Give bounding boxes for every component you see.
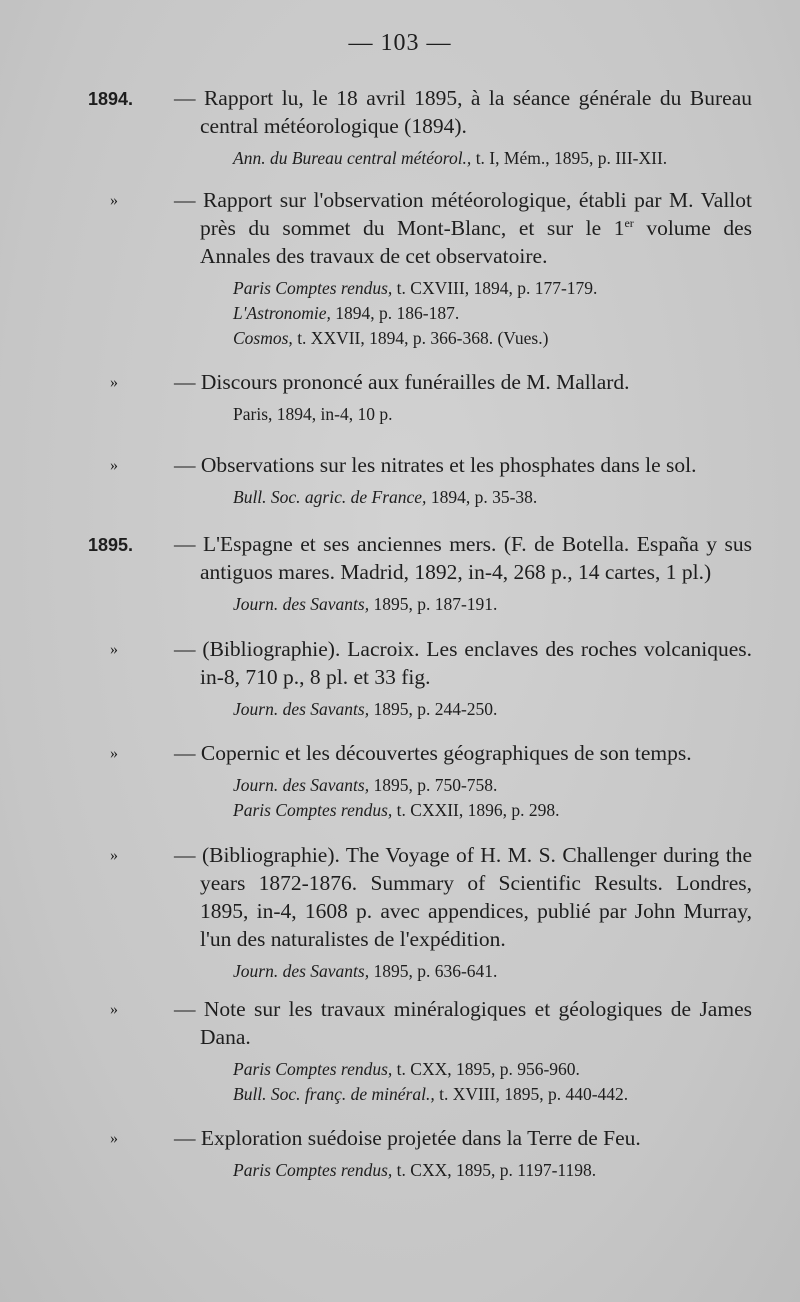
reference-line: Paris Comptes rendus, t. CXXII, 1896, p. 298. xyxy=(233,800,560,820)
bibliography-entry xyxy=(0,451,800,510)
ditto-marker: » xyxy=(110,457,118,474)
reference-line: Journ. des Savants, 1895, p. 244-250. xyxy=(233,699,498,719)
reference-list xyxy=(0,773,800,823)
entry-text: » — Exploration suédoise projetée dans la Terre de Feu. xyxy=(0,1124,800,1152)
bibliography-entry xyxy=(0,186,800,351)
reference-line: Paris Comptes rendus, t. CXX, 1895, p. 1197-1198. xyxy=(233,1160,597,1180)
reference-line: Paris Comptes rendus, t. CXX, 1895, p. 956-960. xyxy=(233,1059,580,1079)
reference-list xyxy=(0,1158,800,1183)
bibliography-entry xyxy=(0,1124,800,1183)
bibliography-entry xyxy=(0,739,800,823)
reference-list xyxy=(0,592,800,617)
reference-line: L'Astronomie, 1894, p. 186-187. xyxy=(233,303,460,323)
reference-list xyxy=(0,402,800,427)
reference-list xyxy=(0,485,800,510)
reference-line: Ann. du Bureau central météorol., t. I, Mém., 1895, p. III-XII. xyxy=(233,148,668,168)
reference-list xyxy=(0,146,800,171)
reference-list xyxy=(0,1057,800,1107)
bibliography-entry xyxy=(0,84,800,171)
ditto-marker: » xyxy=(110,374,118,391)
ditto-marker: » xyxy=(110,1130,118,1147)
ditto-marker: » xyxy=(110,192,118,209)
reference-line: Journ. des Savants, 1895, p. 187-191. xyxy=(233,594,498,614)
reference-line: Bull. Soc. franç. de minéral., t. XVIII, 1895, p. 440-442. xyxy=(233,1084,629,1104)
year-marker: 1894. xyxy=(88,89,134,109)
bibliography-entry xyxy=(0,368,800,427)
reference-list xyxy=(0,959,800,984)
bibliography-entry xyxy=(0,530,800,617)
year-marker: 1895. xyxy=(88,535,134,555)
ditto-marker: » xyxy=(110,745,118,762)
entry-text: » — Observations sur les nitrates et les phosphates dans le sol. xyxy=(0,451,800,479)
bibliography-entry xyxy=(0,995,800,1107)
entry-text: » — (Bibliographie). The Voyage of H. M. S. Challenger during the years 1872-1876. Summary of Scientific Results. Londres, 1895, in-4, 1608 p. avec appendices, publié par John Murray, l'un des naturalistes de l'expédition. xyxy=(110,843,752,951)
entry-text: » — Rapport sur l'observation météorologique, établi par M. Vallot près du sommet du Mont-Blanc, et sur le 1er volume des Annales des travaux de cet observatoire. xyxy=(110,188,753,268)
entry-text: » — Discours prononcé aux funérailles de M. Mallard. xyxy=(0,368,800,396)
entry-text: 1894. — Rapport lu, le 18 avril 1895, à la séance générale du Bureau central météorologique (1894). xyxy=(88,86,752,138)
reference-line: Paris Comptes rendus, t. CXVIII, 1894, p. 177-179. xyxy=(233,278,598,298)
reference-line: Paris, 1894, in-4, 10 p. xyxy=(233,404,393,424)
reference-line: Journ. des Savants, 1895, p. 636-641. xyxy=(233,961,498,981)
reference-line: Cosmos, t. XXVII, 1894, p. 366-368. (Vues.) xyxy=(233,328,549,348)
ditto-marker: » xyxy=(110,641,118,658)
entry-text: » — Note sur les travaux minéralogiques et géologiques de James Dana. xyxy=(110,997,752,1049)
bibliography-entry xyxy=(0,841,800,984)
bibliography-entry xyxy=(0,635,800,722)
page-number: — 103 — xyxy=(348,30,452,56)
entry-text: » — Copernic et les découvertes géographiques de son temps. xyxy=(0,739,800,767)
entry-text: » — (Bibliographie). Lacroix. Les enclaves des roches volcaniques. in-8, 710 p., 8 pl. et 33 fig. xyxy=(110,637,752,689)
reference-line: Journ. des Savants, 1895, p. 750-758. xyxy=(233,775,498,795)
entry-text: 1895. — L'Espagne et ses anciennes mers. (F. de Botella. España y sus antiguos mares. Madrid, 1892, in-4, 268 p., 14 cartes, 1 pl.) xyxy=(88,532,752,584)
ditto-marker: » xyxy=(110,1001,118,1018)
ditto-marker: » xyxy=(110,847,118,864)
reference-list xyxy=(0,276,800,351)
reference-list xyxy=(0,697,800,722)
reference-line: Bull. Soc. agric. de France, 1894, p. 35-38. xyxy=(233,487,538,507)
